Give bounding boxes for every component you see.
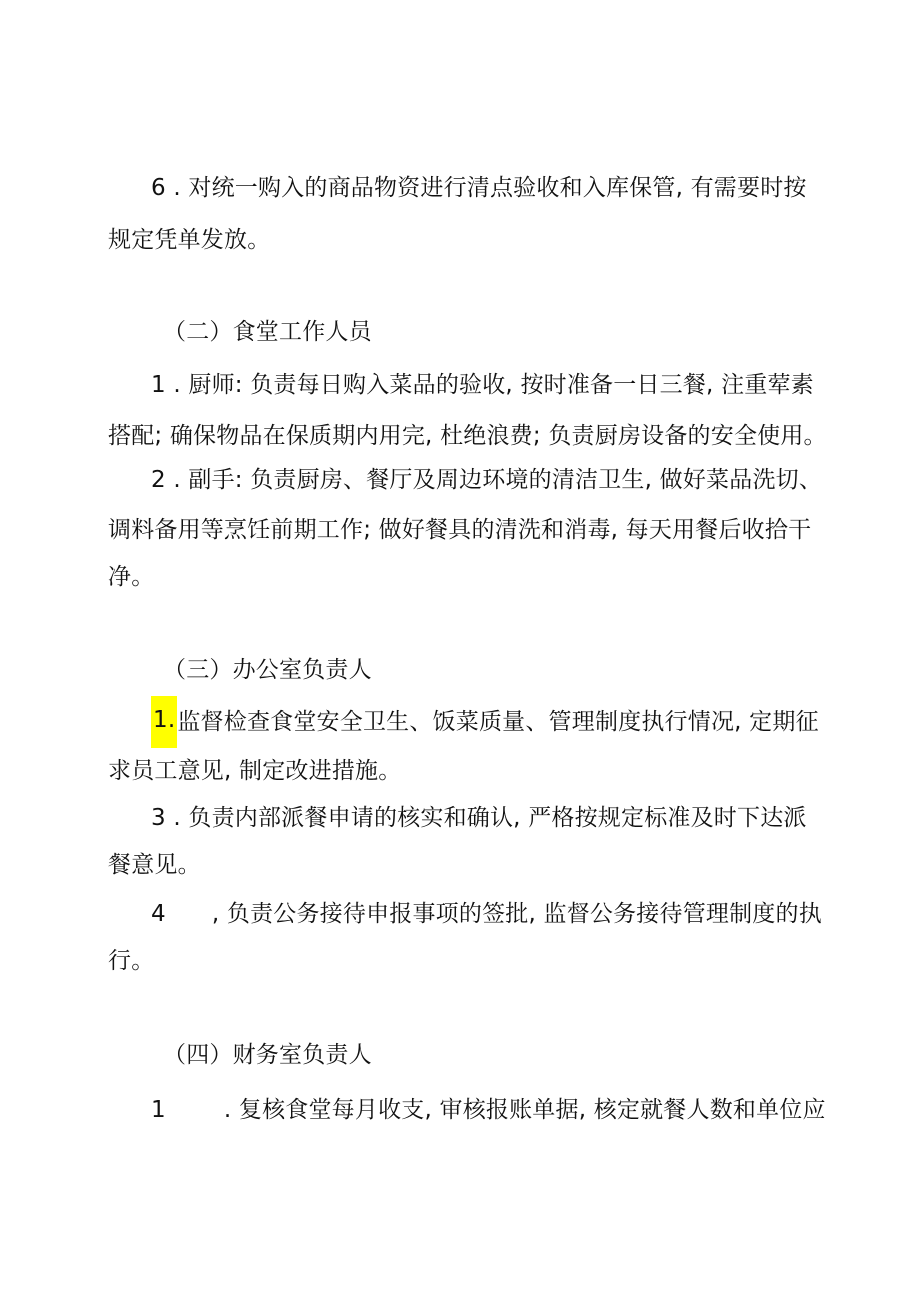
paragraph-chef: 1 . 厨师: 负责每日购入菜品的验收, 按时准备一日三餐, 注重荤素	[151, 372, 814, 398]
item-number: 1	[151, 1097, 166, 1123]
paragraph-item-6: 6 . 对统一购入的商品物资进行清点验收和入库保管, 有需要时按	[151, 175, 807, 201]
section-heading-finance-head: （四）财务室负责人	[163, 1042, 372, 1068]
paragraph-chef-continued: 搭配; 确保物品在保质期内用完, 杜绝浪费; 负责厨房设备的安全使用。	[108, 423, 827, 449]
paragraph-office-item-4-text: , 负责公务接待申报事项的签批, 监督公务接待管理制度的执	[211, 901, 822, 927]
paragraph-finance-item-1-text: . 复核食堂每月收支, 审核报账单据, 核定就餐人数和单位应	[223, 1097, 826, 1123]
paragraph-item-6-continued: 规定凭单发放。	[108, 227, 271, 253]
paragraph-assistant-continued: 调料备用等烹饪前期工作; 做好餐具的清洗和消毒, 每天用餐后收拾干	[108, 517, 812, 543]
paragraph-assistant-end: 净。	[108, 564, 155, 590]
paragraph-finance-item-1	[151, 1090, 826, 1130]
highlighted-item-number: 1.	[151, 696, 177, 748]
paragraph-office-item-3-continued: 餐意见。	[108, 852, 201, 878]
paragraph-office-item-1-continued: 求员工意见, 制定改进措施。	[108, 758, 402, 784]
paragraph-office-item-1	[151, 702, 819, 742]
paragraph-office-item-4-continued: 行。	[108, 948, 155, 974]
section-heading-canteen-staff: （二）食堂工作人员	[163, 319, 372, 345]
paragraph-assistant: 2 . 副手: 负责厨房、餐厅及周边环境的清洁卫生, 做好菜品洗切、	[151, 467, 823, 493]
paragraph-office-item-4	[151, 894, 822, 934]
section-heading-office-head: （三）办公室负责人	[163, 657, 372, 683]
paragraph-office-item-3: 3 . 负责内部派餐申请的核实和确认, 严格按规定标准及时下达派	[151, 805, 807, 831]
item-number: 4	[151, 901, 166, 927]
paragraph-office-item-1-text: 监督检查食堂安全卫生、饭菜质量、管理制度执行情况, 定期征	[177, 709, 819, 735]
